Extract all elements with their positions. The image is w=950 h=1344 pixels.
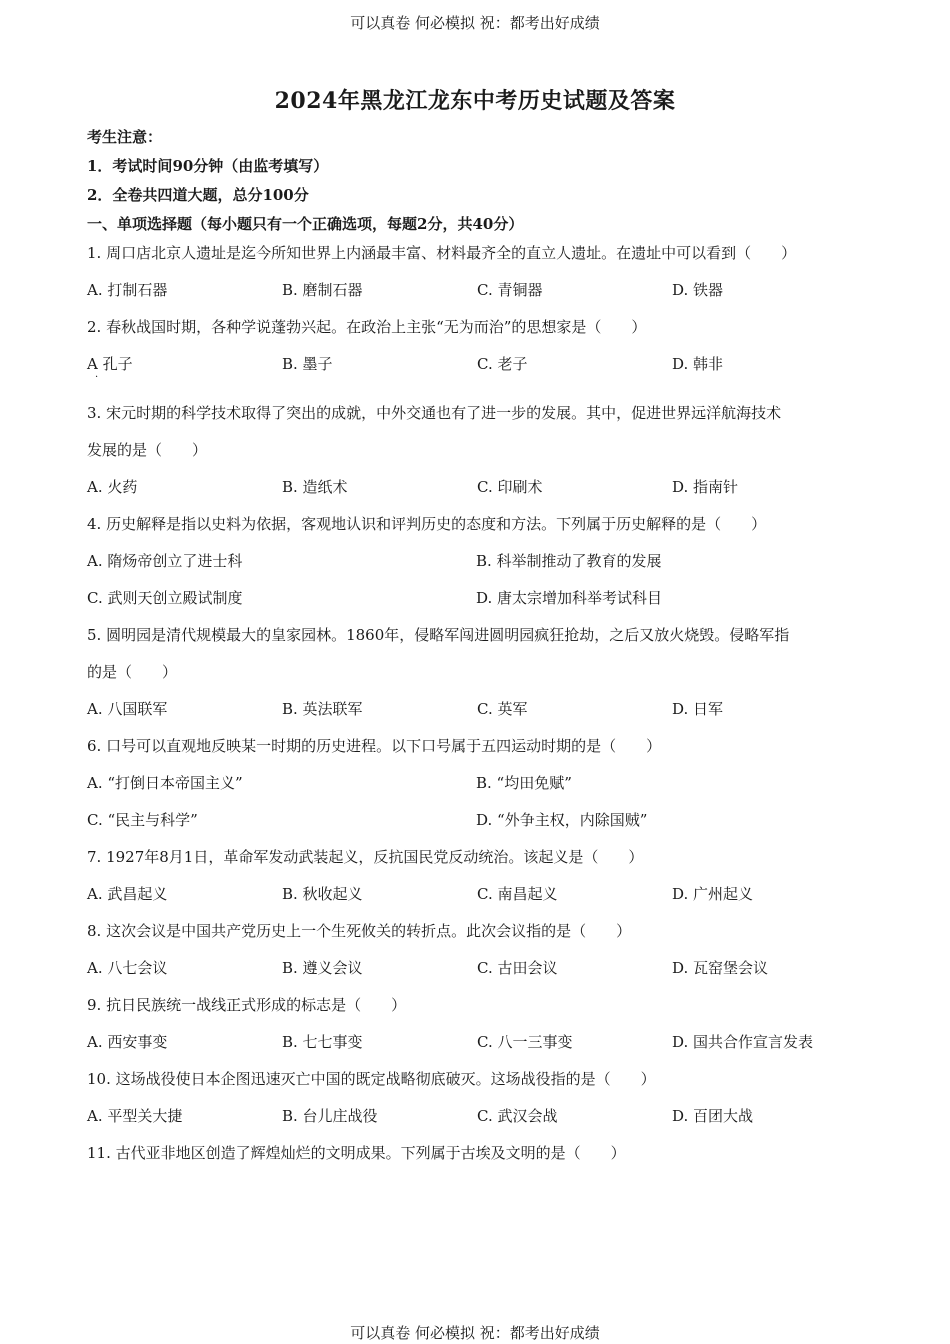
- question-6-options-row1: [87, 773, 887, 810]
- notice-heading: 考生注意：: [87, 128, 163, 146]
- question-2-options: [87, 354, 887, 403]
- question-3-stem: 3. 宋元时期的科学技术取得了突出的成就，中外交通也有了进一步的发展。其中，促进世界远洋航海技术: [87, 404, 782, 422]
- q1-option-d: D. 铁器: [672, 281, 724, 299]
- q3-option-a: A. 火药: [87, 478, 138, 496]
- q8-option-c: C. 古田会议: [477, 959, 558, 977]
- question-3-stem-cont: 发展的是（ ）: [87, 441, 208, 459]
- q2-option-a: [87, 354, 282, 403]
- q8-option-b: B. 遵义会议: [282, 959, 363, 977]
- question-8-stem: 8. 这次会议是中国共产党历史上一个生死攸关的转折点。此次会议指的是（ ）: [87, 922, 632, 940]
- question-10-options: [87, 1106, 887, 1143]
- question-11-stem: 11. 古代亚非地区创造了辉煌灿烂的文明成果。下列属于古埃及文明的是（ ）: [87, 1144, 626, 1162]
- exam-content: [87, 127, 887, 1180]
- question-9-stem: 9. 抗日民族统一战线正式形成的标志是（ ）: [87, 996, 407, 1014]
- question-5-options: [87, 699, 887, 736]
- q3-option-b: B. 造纸术: [282, 478, 348, 496]
- q10-option-c: C. 武汉会战: [477, 1107, 558, 1125]
- q2-option-c: C. 老子: [477, 355, 528, 373]
- question-4-stem: 4. 历史解释是指以史料为依据，客观地认识和评判历史的态度和方法。下列属于历史解释的是（ ）: [87, 515, 767, 533]
- q2-option-d: D. 韩非: [672, 355, 724, 373]
- q6-option-a: A. “打倒日本帝国主义”: [87, 774, 243, 792]
- q3-option-d: D. 指南针: [672, 478, 739, 496]
- q2-option-b: B. 墨子: [282, 355, 333, 373]
- question-5-stem-cont: 的是（ ）: [87, 663, 178, 681]
- question-7-stem: 7. 1927年8月1日，革命军发动武装起义，反抗国民党反动统治。该起义是（ ）: [87, 848, 644, 866]
- q7-option-c: C. 南昌起义: [477, 885, 558, 903]
- q10-option-d: D. 百团大战: [672, 1107, 754, 1125]
- question-2-stem: 2. 春秋战国时期，各种学说蓬勃兴起。在政治上主张“无为而治”的思想家是（ ）: [87, 318, 647, 336]
- q7-option-d: D. 广州起义: [672, 885, 754, 903]
- page-header: 可以真卷 何必模拟 祝：都考出好成绩: [350, 14, 600, 32]
- q1-option-a: A. 打制石器: [87, 281, 168, 299]
- question-4-options-row2: [87, 588, 887, 625]
- page-footer: 可以真卷 何必模拟 祝：都考出好成绩: [350, 1324, 600, 1342]
- question-7-options: [87, 884, 887, 921]
- question-5-stem: 5. 圆明园是清代规模最大的皇家园林。1860年，侵略军闯进圆明园疯狂抢劫，之后又放火烧毁。侵略军指: [87, 626, 790, 644]
- question-1-options: [87, 280, 887, 317]
- q7-option-a: A. 武昌起义: [87, 885, 168, 903]
- q9-option-d: D. 国共合作宣言发表: [672, 1033, 814, 1051]
- q6-option-b: B. “均田免赋”: [476, 774, 572, 792]
- q4-option-a: A. 隋炀帝创立了进士科: [87, 552, 243, 570]
- q3-option-c: C. 印刷术: [477, 478, 543, 496]
- q4-option-c: C. 武则天创立殿试制度: [87, 589, 243, 607]
- q5-option-d: D. 日军: [672, 700, 724, 718]
- q2-option-a-text: A 孔子: [87, 355, 133, 373]
- question-4-options-row1: [87, 551, 887, 588]
- q1-option-b: B. 磨制石器: [282, 281, 363, 299]
- q8-option-d: D. 瓦窑堡会议: [672, 959, 769, 977]
- q9-option-c: C. 八一三事变: [477, 1033, 573, 1051]
- section-heading: 一、单项选择题（每小题只有一个正确选项，每题2分，共40分）: [87, 215, 524, 233]
- q9-option-a: A. 西安事变: [87, 1033, 168, 1051]
- q5-option-a: A. 八国联军: [87, 700, 168, 718]
- question-9-options: [87, 1032, 887, 1069]
- q4-option-d: D. 唐太宗增加科举考试科目: [476, 589, 663, 607]
- question-10-stem: 10. 这场战役使日本企图迅速灭亡中国的既定战略彻底破灭。这场战役指的是（ ）: [87, 1070, 656, 1088]
- q5-option-b: B. 英法联军: [282, 700, 363, 718]
- q7-option-b: B. 秋收起义: [282, 885, 363, 903]
- q1-option-c: C. 青铜器: [477, 281, 543, 299]
- question-3-options: [87, 477, 887, 514]
- stray-dot: ·: [95, 372, 99, 383]
- question-1-stem: 1. 周口店北京人遗址是迄今所知世界上内涵最丰富、材料最齐全的直立人遗址。在遗址中可以看到（ ）: [87, 244, 797, 262]
- question-6-stem: 6. 口号可以直观地反映某一时期的历史进程。以下口号属于五四运动时期的是（ ）: [87, 737, 662, 755]
- q9-option-b: B. 七七事变: [282, 1033, 363, 1051]
- document-title: 2024年黑龙江龙东中考历史试题及答案: [274, 88, 676, 114]
- question-6-options-row2: [87, 810, 887, 847]
- q6-option-d: D. “外争主权，内除国贼”: [476, 811, 648, 829]
- q8-option-a: A. 八七会议: [87, 959, 168, 977]
- question-8-options: [87, 958, 887, 995]
- q5-option-c: C. 英军: [477, 700, 528, 718]
- q10-option-a: A. 平型关大捷: [87, 1107, 183, 1125]
- q10-option-b: B. 台儿庄战役: [282, 1107, 378, 1125]
- notice-item-1: 1．考试时间90分钟（由监考填写）: [87, 157, 329, 175]
- q6-option-c: C. “民主与科学”: [87, 811, 198, 829]
- notice-item-2: 2．全卷共四道大题，总分100分: [87, 186, 309, 204]
- q4-option-b: B. 科举制推动了教育的发展: [476, 552, 662, 570]
